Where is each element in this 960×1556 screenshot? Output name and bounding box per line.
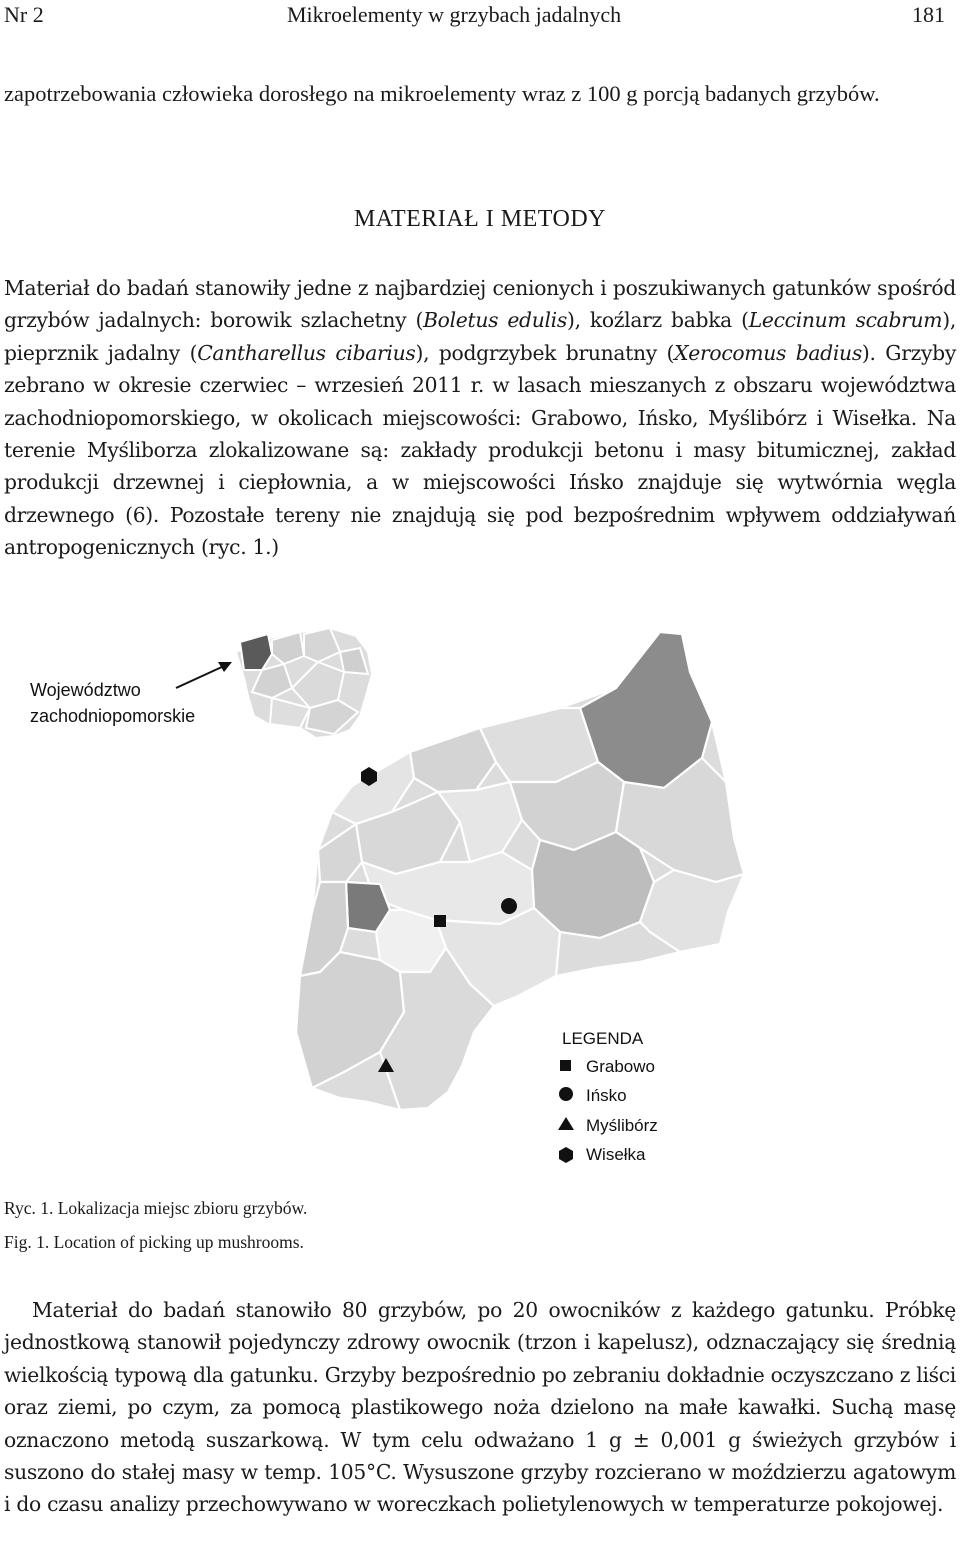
legend-hexagon-icon xyxy=(559,1147,573,1163)
species-name: Leccinum scabrum xyxy=(748,308,943,333)
grabowo-marker xyxy=(434,915,446,927)
text-run: ). Grzyby zebrano w okresie czerwiec – wrzesień 2011 r. w lasach mieszanych z obszaru województwa zachodniopomorskiego, w okolicach miejscowości: Grabowo, Ińsko, Myślibórz i Wisełka. Na terenie Myśliborza zlokalizowane są: zakłady produkcji betonu i masy bitumicznej, zakład produkcji drzewnej i ciepłownia, a w miejscowości Ińsko znajduje się wytwórnia węgla drzewnego (6). Pozostałe tereny nie znajdują się pod bezpośrednim wpływem oddziaływań antropogenicznych (ryc. 1.) xyxy=(4,340,956,560)
location-map-figure xyxy=(0,612,960,1202)
species-name: Cantharellus cibarius xyxy=(197,340,416,365)
region-label-line1: Województwo xyxy=(30,680,141,700)
page-number: 181 xyxy=(912,2,945,27)
legend-square-icon xyxy=(560,1060,571,1071)
figure-arrow xyxy=(176,662,232,688)
region-label-line2: zachodniopomorskie xyxy=(30,706,196,726)
legend-label-insko: Ińsko xyxy=(586,1086,627,1105)
legend-title: LEGENDA xyxy=(562,1029,644,1048)
running-title: Mikroelementy w grzybach jadalnych xyxy=(287,2,622,27)
legend-label-wiselka: Wisełka xyxy=(586,1145,646,1164)
text-run: ), pieprznik jadalny ( xyxy=(4,308,956,365)
section-title: MATERIAŁ I METODY xyxy=(353,206,607,232)
text-run: ), podgrzybek brunatny ( xyxy=(415,340,675,365)
intro-paragraph: zapotrzebowania człowieka dorosłego na mikroelementy wraz z 100 g porcją badanych grzybów. xyxy=(4,81,880,106)
figure-caption-pl: Ryc. 1. Lokalizacja miejsc zbioru grzybów. xyxy=(4,1198,308,1218)
species-name: Boletus edulis xyxy=(423,308,567,333)
map-legend xyxy=(558,1029,658,1164)
species-name: Xerocomus badius xyxy=(674,340,862,365)
methods-paragraph-1 xyxy=(4,272,956,564)
legend-label-grabowo: Grabowo xyxy=(586,1057,655,1076)
legend-circle-icon xyxy=(559,1087,573,1101)
text-run: Materiał do badań stanowiły jedne z najbardziej cenionych i poszukiwanych gatunków spośród grzybów jadalnych: borowik szlachetny ( xyxy=(4,276,956,333)
issue-number: Nr 2 xyxy=(4,2,44,27)
legend-label-mysliborz: Myślibórz xyxy=(586,1116,658,1135)
methods-paragraph-2: Materiał do badań stanowiło 80 grzybów, po 20 owocników z każdego gatunku. Próbkę jednostkową stanowił pojedynczy zdrowy owocnik (trzon i kapelusz), odznaczający się średnią wielkością typową dla gatunku. Grzyby bezpośrednio po zebraniu dokładnie oczyszczano z liści oraz ziemi, po czym, za pomocą plastikowego noża dzielono na małe kawałki. Suchą masę oznaczono metodą suszarkową. W tym celu odważano 1 g ± 0,001 g świeżych grzybów i suszono do stałej masy w temp. 105°C. Wysuszone grzyby rozcierano w moździerzu agatowym i do czasu analizy przechowywano w woreczkach polietylenowych w temperaturze pokojowej. xyxy=(4,1298,956,1517)
text-run: ), koźlarz babka ( xyxy=(566,308,749,333)
insko-marker xyxy=(501,898,517,914)
running-header xyxy=(0,0,960,34)
region-map xyxy=(0,612,960,1202)
poland-inset-map xyxy=(236,628,372,738)
figure-caption-en: Fig. 1. Location of picking up mushrooms. xyxy=(4,1232,304,1252)
legend-triangle-icon xyxy=(558,1117,574,1130)
